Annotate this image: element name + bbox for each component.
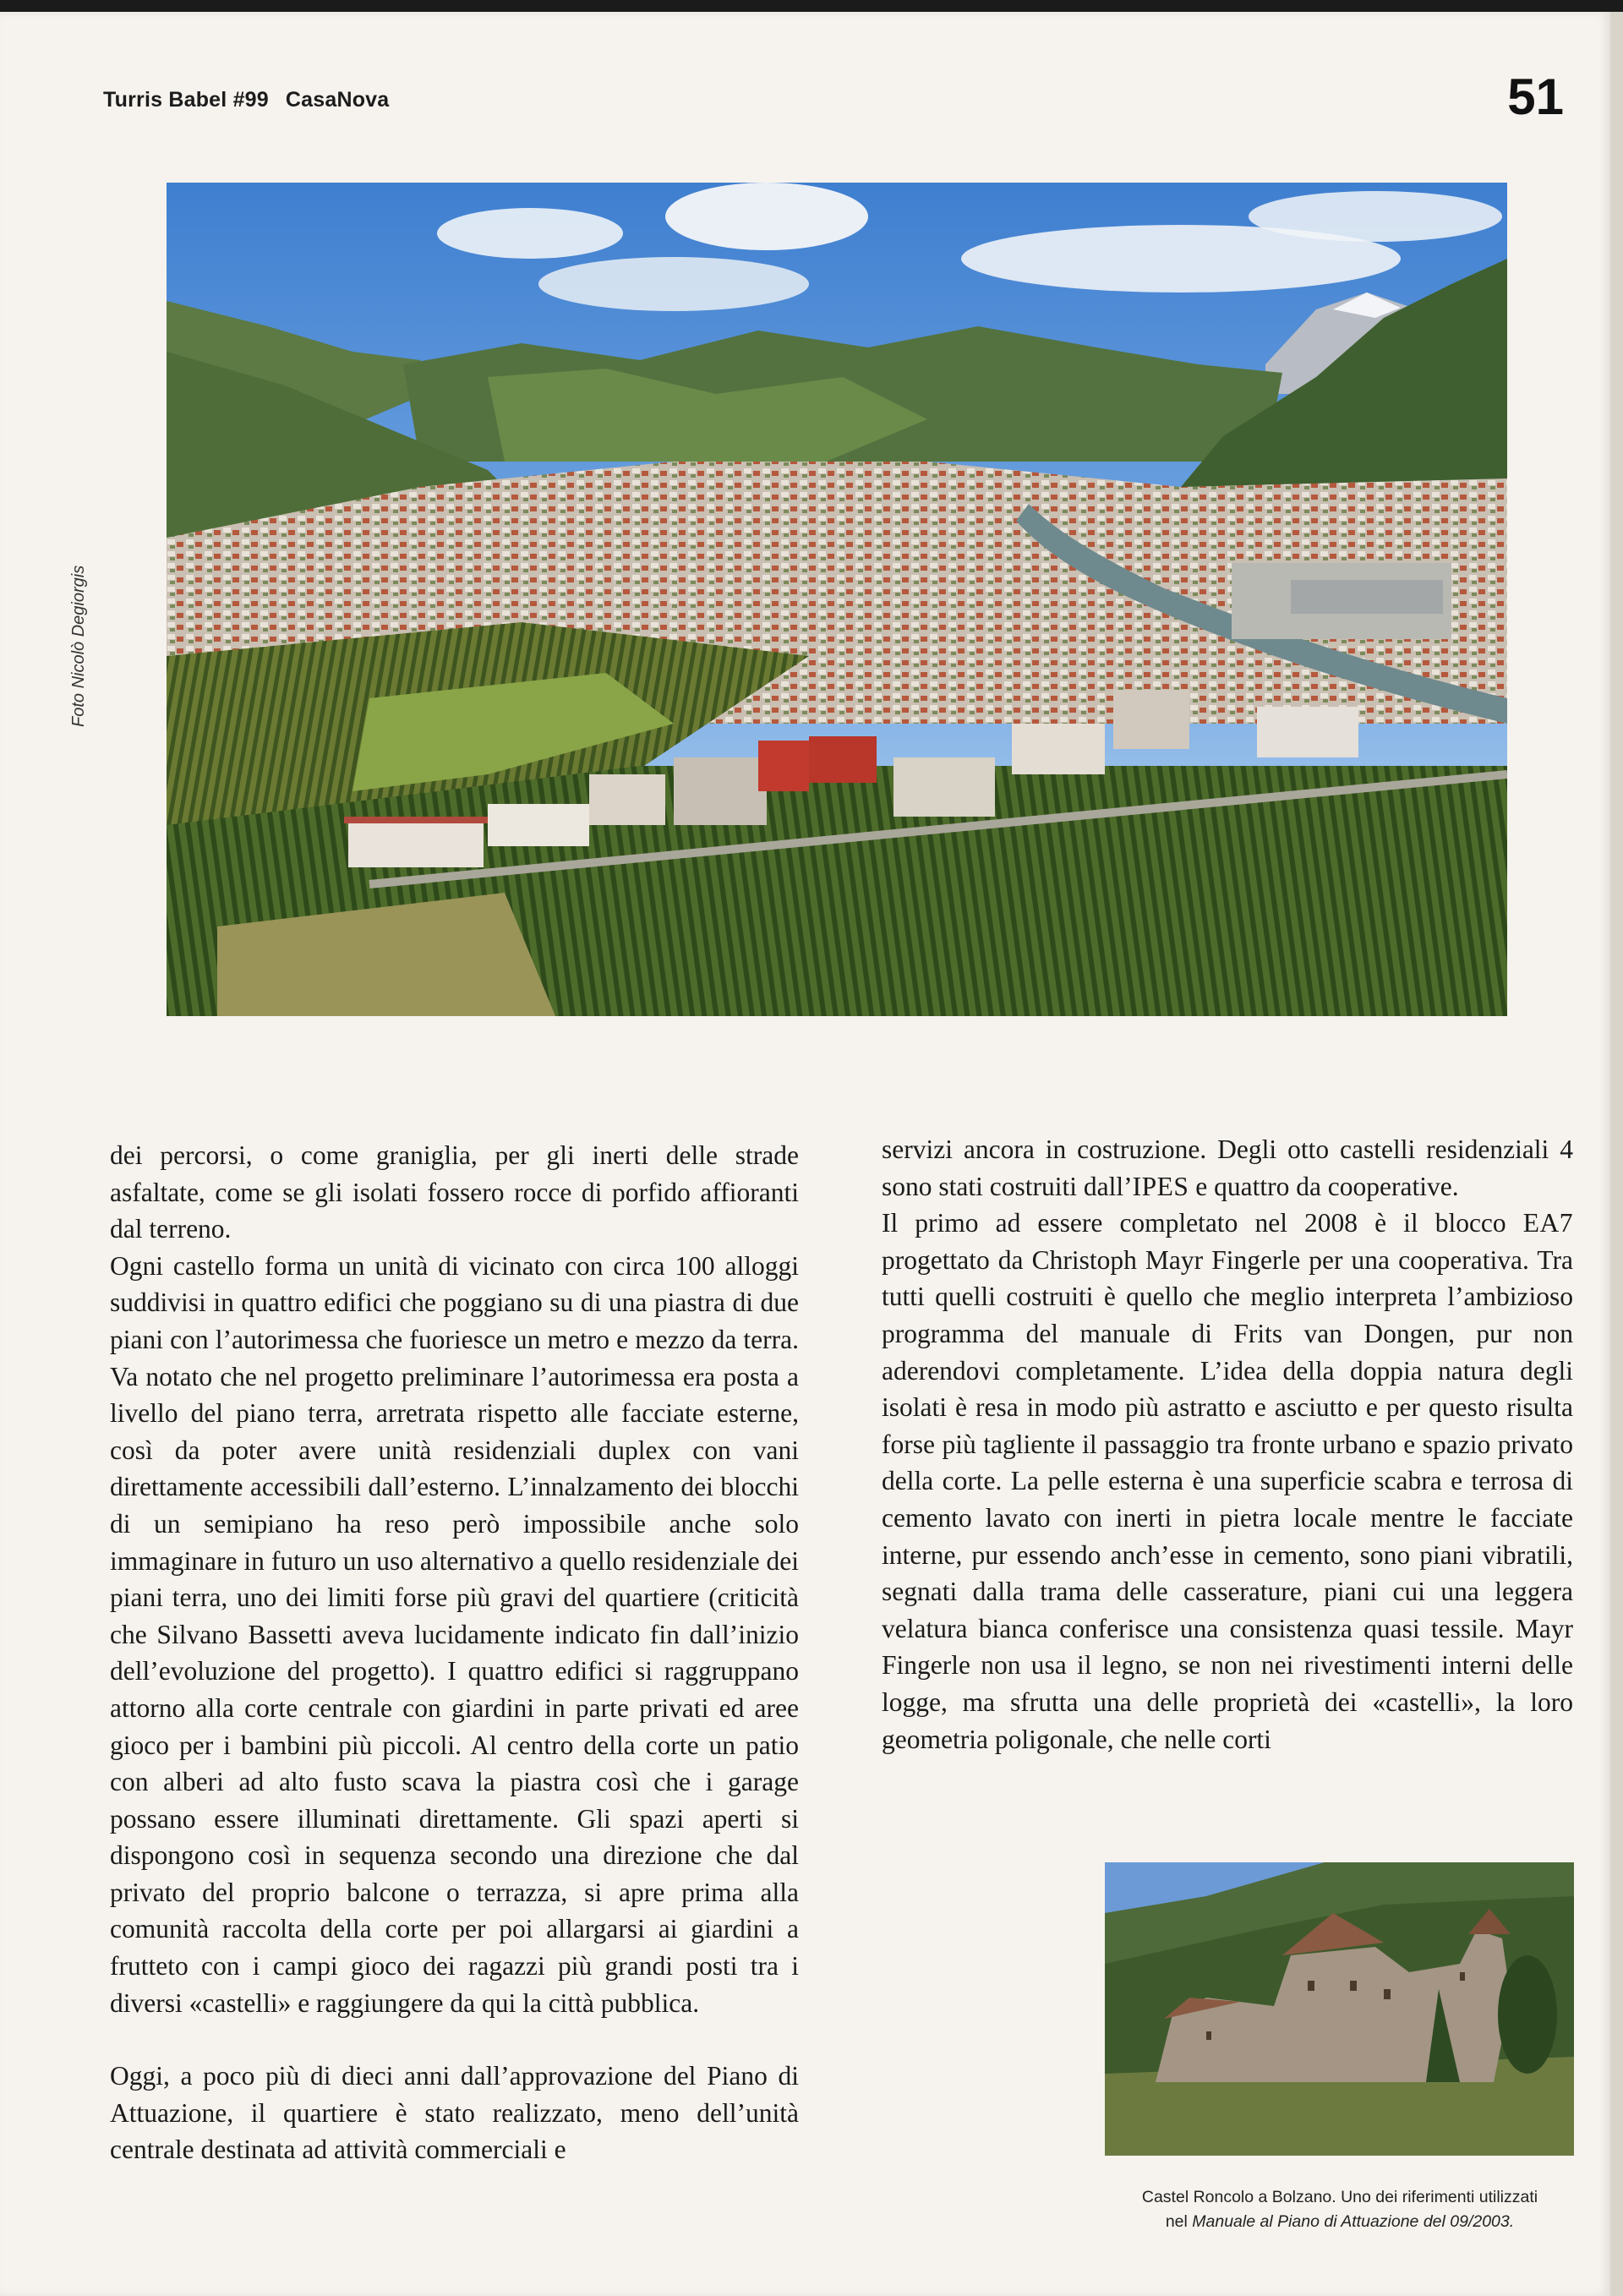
text-run: nel (1165, 2212, 1193, 2231)
text-run: Il primo ad essere completato nel 2008 è il blocco (882, 1208, 1523, 1238)
text-run: progettato da Christoph Mayr Fingerle per una cooperativa. Tra tutti quelli costruiti è quello che meglio interpreta l’ambizioso programma del manuale di Frits van Dongen, pur non aderendovi completamente. L’idea della doppia natura degli isolati è resa in modo più astratto e asciutto e per questo risulta forse più tagliente il passaggio tra fronte urbano e spazio privato della corte. La pelle esterna è una superficie scabra e terrosa di cemento lavato con inerti in pietra locale mentre le facciate interne, pur essendo anch’esse in cemento, sono piani vibratili, segnati dalla trama delle casserature, piani cui una leggera velatura bianca conferisce una consistenza quasi tessile. Mayr Fingerle non usa il legno, se non nei rivestimenti interni delle logge, ma sfrutta una delle proprietà dei «castelli», la loro geometria poligonale, che nelle corti (882, 1244, 1573, 1754)
caption-italic-title: Manuale al Piano di Attuazione del 09/2003. (1192, 2212, 1515, 2231)
page-number: 51 (1507, 68, 1564, 125)
photo-credit: Foto Nicolò Degiorgis (69, 565, 88, 727)
caption-line: Castel Roncolo a Bolzano. Uno dei riferimenti utilizzati (1141, 2188, 1538, 2206)
paragraph (882, 1131, 1573, 1205)
magazine-title: Turris Babel #99 (103, 88, 269, 112)
scan-top-edge (0, 0, 1623, 12)
aerial-city-photo-icon (167, 183, 1507, 1016)
photo-caption (1090, 2185, 1589, 2234)
paragraph: dei percorsi, o come graniglia, per gli inerti delle strade asfaltate, come se gli isolati fossero rocce di porfido affioranti dal terreno. (110, 1140, 799, 1244)
text-run: servizi ancora in costruzione. Degli otto castelli residenziali 4 sono stati costruiti dall’ (882, 1134, 1573, 1201)
castle-photo-icon (1105, 1862, 1574, 2156)
acronym-ipes: IPES (1132, 1171, 1189, 1201)
text-run: e quattro da cooperative. (1189, 1171, 1459, 1201)
text-column-left (110, 1137, 799, 2168)
running-header (103, 88, 406, 112)
text-column-right (882, 1131, 1573, 1758)
paragraph: Oggi, a poco più di dieci anni dall’approvazione del Piano di Attuazione, il quartiere è stato realizzato, meno dell’unità centrale destinata ad attività commerciali e (110, 2061, 799, 2165)
caption-line (1090, 2210, 1589, 2234)
block-code-ea7: EA7 (1522, 1208, 1573, 1238)
castle-photo (1105, 1862, 1574, 2156)
paragraph (882, 1205, 1573, 1758)
section-title: CasaNova (285, 88, 390, 112)
aerial-city-photo (167, 183, 1507, 1016)
paragraph: Ogni castello forma un unità di vicinato con circa 100 alloggi suddivisi in quattro edifici che poggiano su di una piastra di due piani con l’autorimessa che fuoriesce un metro e mezzo da terra. Va notato che nel progetto preliminare l’autorimessa era posta a livello del piano terra, arretrata rispetto alle facciate esterne, così da poter avere unità residenziali duplex con vani direttamente accessibili dall’esterno. L’innalzamento dei blocchi di un semipiano ha reso però impossibile anche solo immaginare in futuro un uso alternativo a quello residenziale dei piani terra, uno dei limiti forse più gravi del quartiere (criticità che Silvano Bassetti aveva lucidamente indicato fin dall’inizio dell’evoluzione del progetto). I quattro edifici si raggruppano attorno alla corte centrale con giardini in parte privati ed aree gioco per i bambini più piccoli. Al centro della corte un patio con alberi ad alto fusto scava la piastra così che i garage possano essere illuminati direttamente. Gli spazi aperti si dispongono così in sequenza secondo una direzione che dal privato del proprio balcone o terrazza, si apre prima alla comunità raccolta della corte per poi allargarsi ai giardini a frutteto con i campi gioco dei ragazzi più grandi posti tra i diversi «castelli» e raggiungere da qui la città pubblica. (110, 1250, 799, 2018)
